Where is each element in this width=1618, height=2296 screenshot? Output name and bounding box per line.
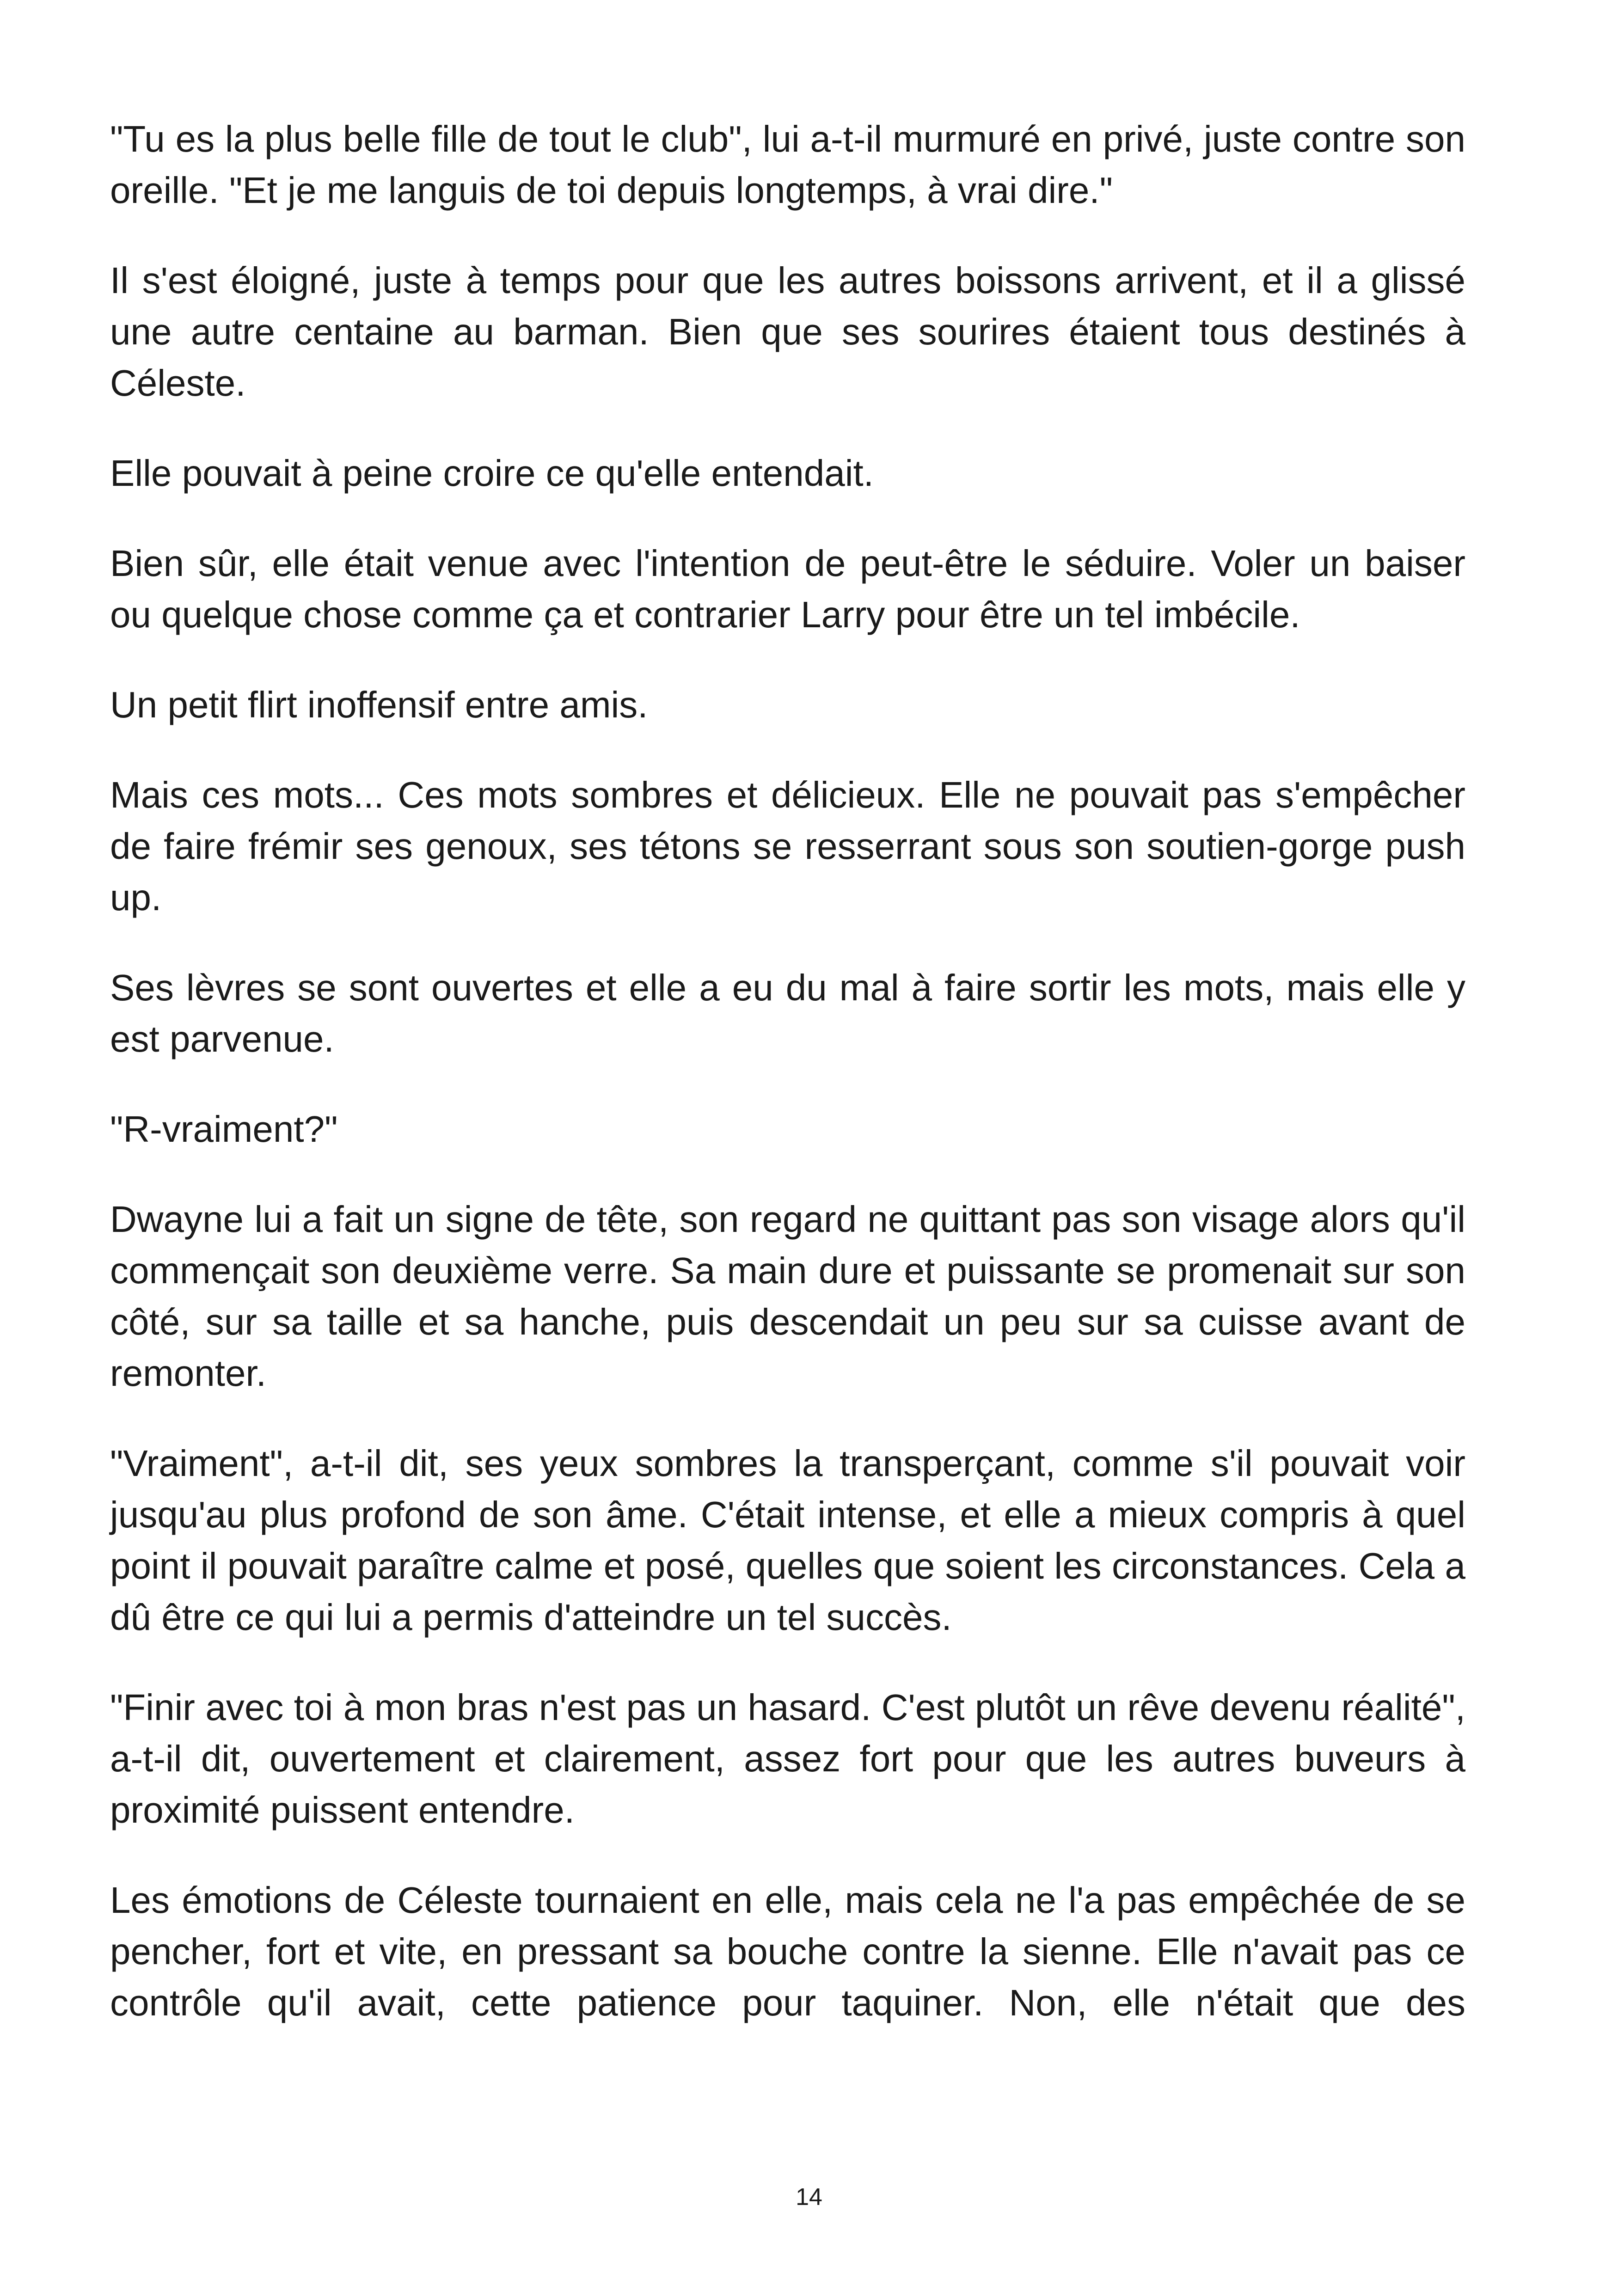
paragraph: "Vraiment", a-t-il dit, ses yeux sombres la transperçant, comme s'il pouvait voir jusqu'au plus profond de son âme. C'était intense, et elle a mieux compris à quel point il pouvait paraître calme et posé, quelles que soient les circonstances. Cela a dû être ce qui lui a permis d'atteindre un tel succès. — [110, 1443, 1465, 1638]
paragraph: "R-vraiment?" — [110, 1108, 338, 1150]
paragraph: Les émotions de Céleste tournaient en elle, mais cela ne l'a pas empêchée de se pencher, fort et vite, en pressant sa bouche contre la sienne. Elle n'avait pas ce contrôle qu'il avait, cette patience pour taquiner. Non, elle n'était que des — [110, 1880, 1465, 2023]
paragraph: Un petit flirt inoffensif entre amis. — [110, 684, 648, 725]
paragraph: Dwayne lui a fait un signe de tête, son regard ne quittant pas son visage alors qu'il commençait son deuxième verre. Sa main dure et puissante se promenait sur son côté, sur sa taille et sa hanche, puis descendait un peu sur sa cuisse avant de remonter. — [110, 1199, 1465, 1394]
paragraph: Bien sûr, elle était venue avec l'intention de peut-être le séduire. Voler un baiser ou quelque chose comme ça et contrarier Larry pour être un tel imbécile. — [110, 543, 1465, 635]
paragraph: "Tu es la plus belle fille de tout le club", lui a-t-il murmuré en privé, juste contre son oreille. "Et je me languis de toi depuis longtemps, à vrai dire." — [110, 118, 1465, 211]
paragraph: "Finir avec toi à mon bras n'est pas un hasard. C'est plutôt un rêve devenu réalité", a-t-il dit, ouvertement et clairement, assez fort pour que les autres buveurs à proximité puissent entendre. — [110, 1687, 1465, 1831]
paragraph: Ses lèvres se sont ouvertes et elle a eu du mal à faire sortir les mots, mais elle y est parvenue. — [110, 967, 1465, 1059]
paragraph: Il s'est éloigné, juste à temps pour que les autres boissons arrivent, et il a glissé une autre centaine au barman. Bien que ses sourires étaient tous destinés à Céleste. — [110, 260, 1465, 404]
page-number: 14 — [796, 2184, 822, 2210]
paragraph: Elle pouvait à peine croire ce qu'elle entendait. — [110, 453, 874, 494]
body-text — [110, 113, 1465, 2028]
paragraph: Mais ces mots... Ces mots sombres et délicieux. Elle ne pouvait pas s'empêcher de faire frémir ses genoux, ses tétons se resserrant sous son soutien-gorge push up. — [110, 774, 1465, 918]
